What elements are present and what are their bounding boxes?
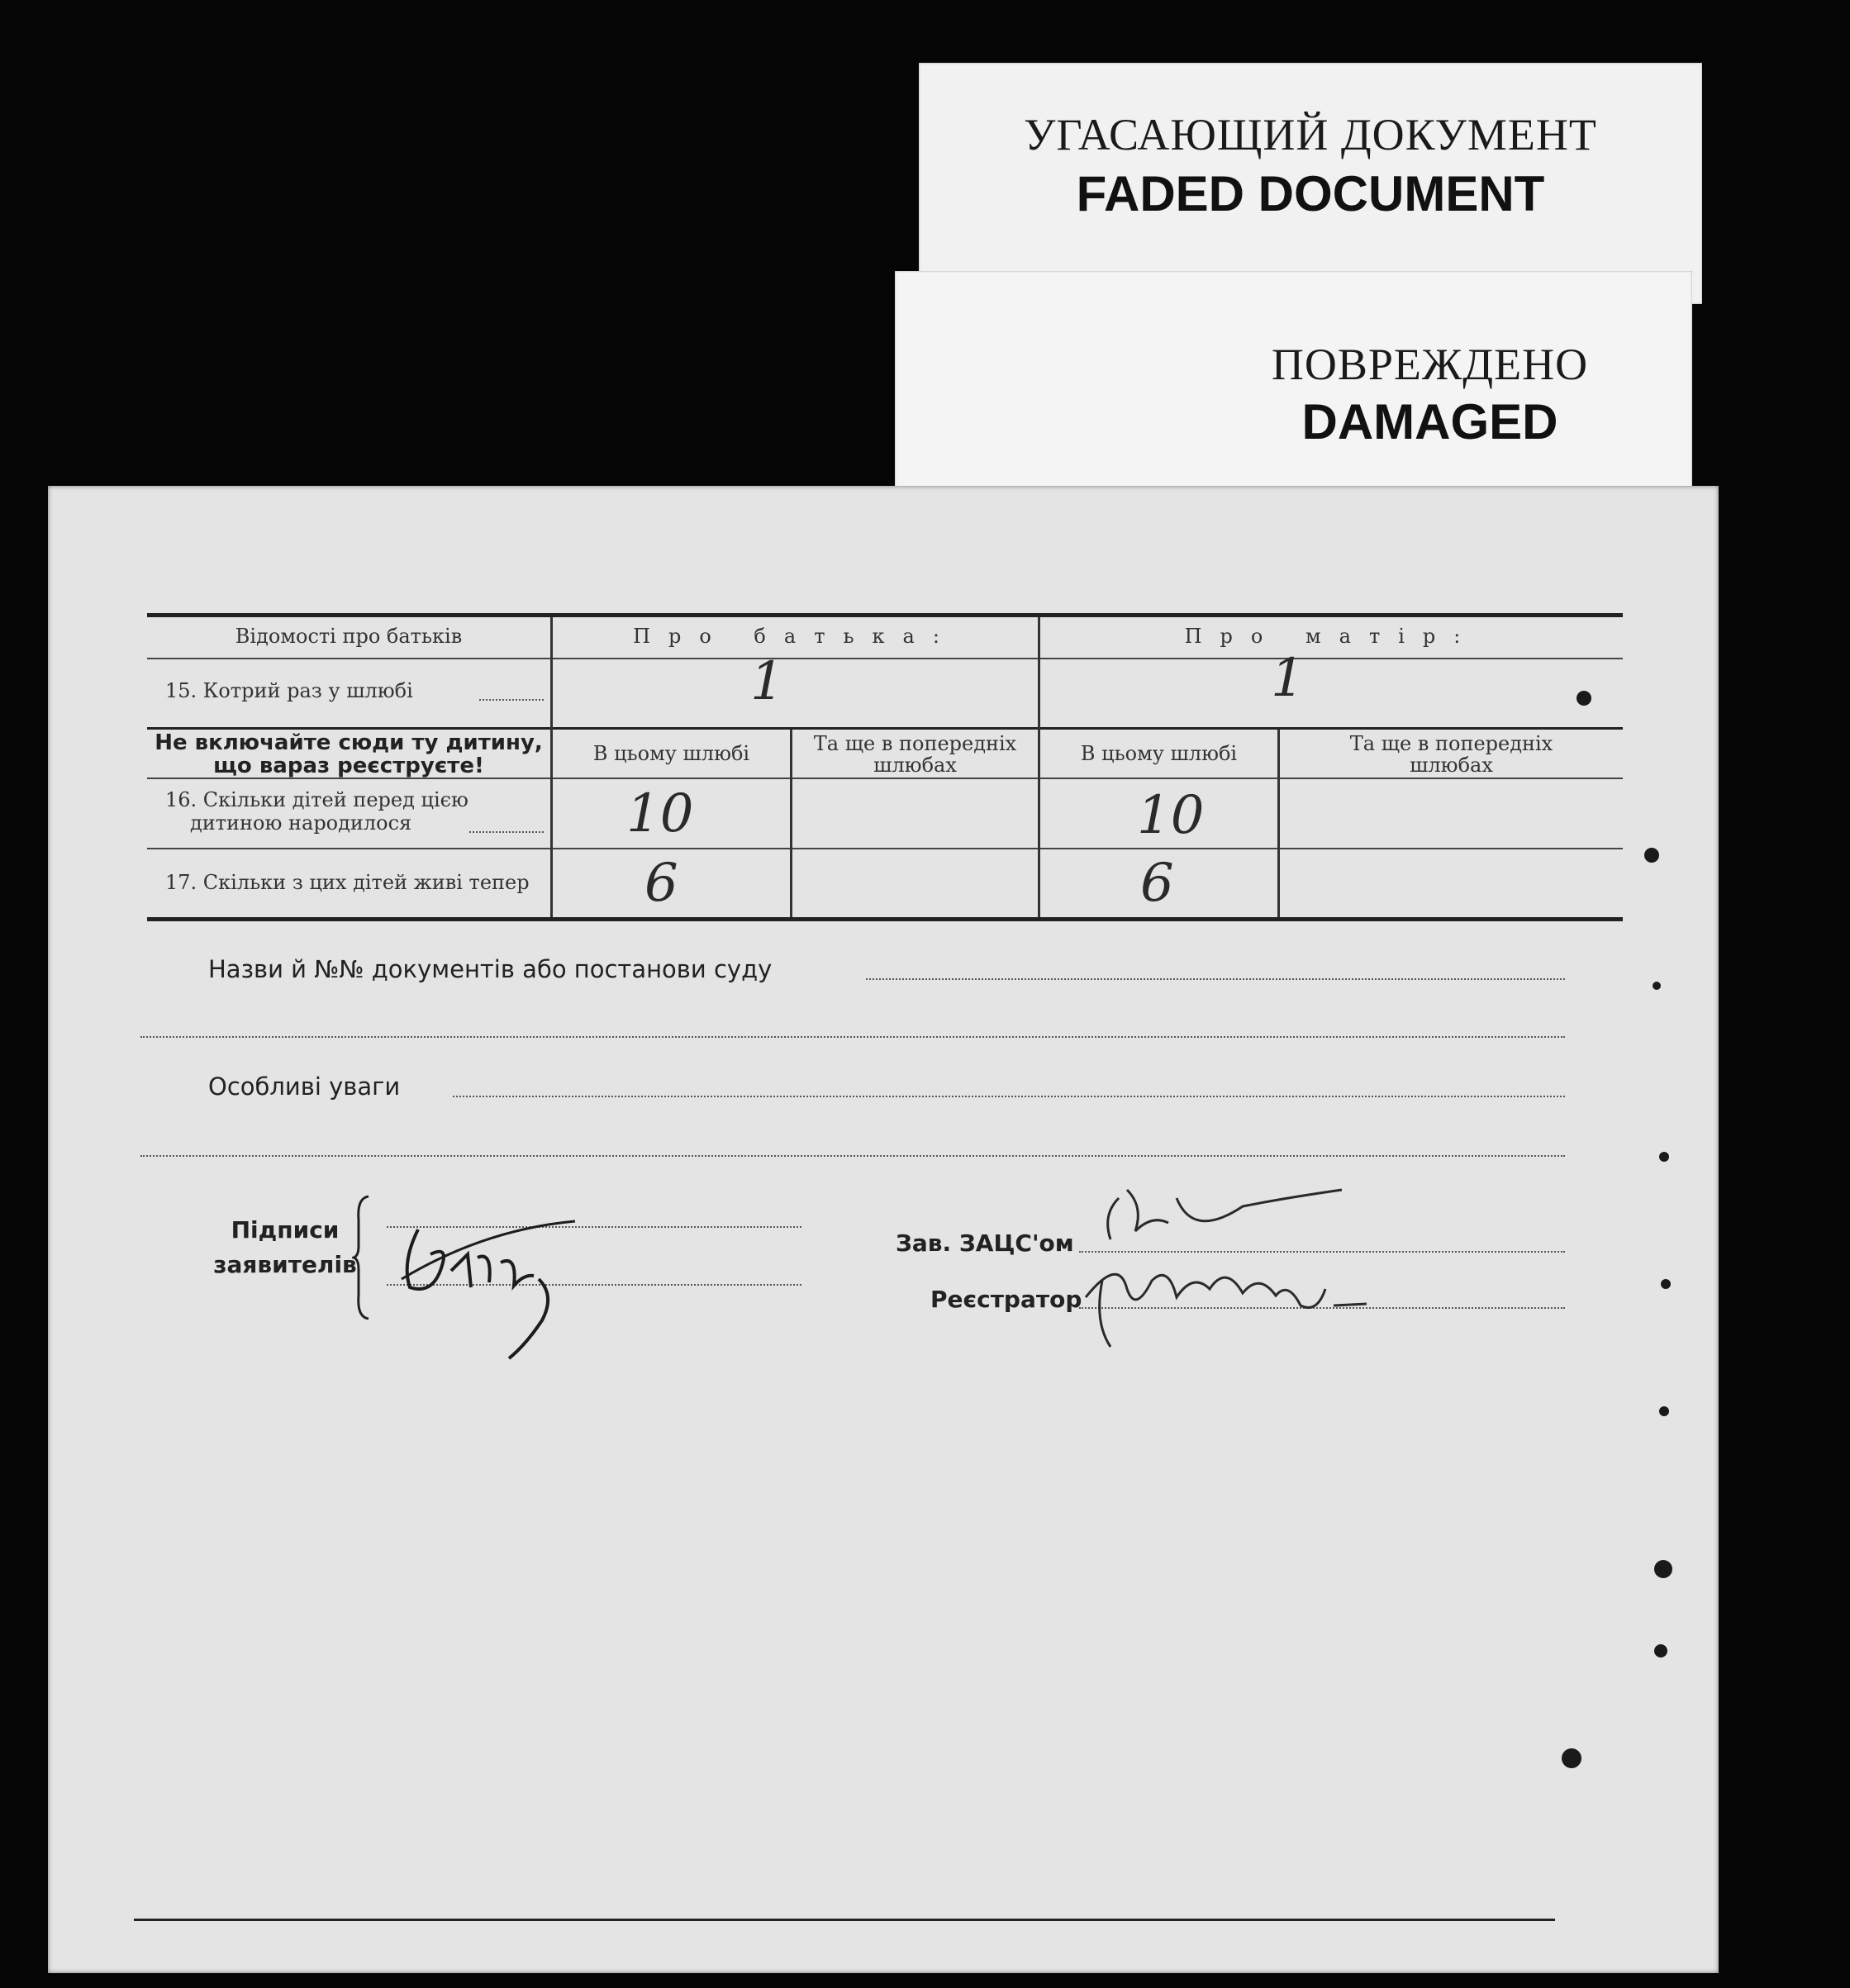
table-top-rule [147, 613, 1623, 617]
mother-this-marriage-header: В цьому шлюбі [1080, 742, 1238, 765]
table-divider [1038, 617, 1040, 917]
dotted-leader [469, 831, 544, 833]
row16-label-line1: 16. Скільки дітей перед цією [165, 788, 468, 811]
father-this-marriage-header: В цьому шлюбі [592, 742, 750, 765]
registrar-label: Реєстратор [930, 1286, 1082, 1313]
row15-label: 15. Котрий раз у шлюбі [165, 679, 413, 702]
punch-hole [1661, 1279, 1671, 1289]
applicants-signatures-label-line1: Підписи [231, 1216, 340, 1244]
parents-info-header: Відомості про батьків [235, 625, 463, 648]
punch-hole [1654, 1560, 1672, 1578]
table-divider [550, 617, 553, 917]
remarks-label: Особливі уваги [208, 1072, 401, 1101]
table-bottom-rule [147, 917, 1623, 921]
father-previous-header-line1: Та ще в попередніх [813, 732, 1017, 755]
row16-label-line2: дитиною народилося [190, 811, 412, 835]
punch-hole [1644, 848, 1659, 863]
row17-father-value: 6 [644, 853, 678, 914]
row15-father-value: 1 [750, 651, 784, 712]
registrar-signature [1069, 1182, 1433, 1363]
damaged-banner-en: DAMAGED [1301, 394, 1558, 449]
mother-header: Про матір: [1184, 625, 1479, 648]
page-bottom-rule [134, 1919, 1555, 1921]
father-previous-header-line2: шлюбах [873, 754, 957, 777]
mother-previous-header-line1: Та ще в попередніх [1349, 732, 1553, 755]
damaged-banner-ru: ПОВРЕЖДЕНО [1271, 340, 1589, 389]
punch-hole [1562, 1748, 1581, 1768]
documents-label: Назви й №№ документів або постанови суду [208, 955, 773, 983]
punch-hole [1659, 1152, 1669, 1162]
table-rule [147, 658, 1623, 659]
faded-banner-ru: УГАСАЮЩИЙ ДОКУМЕНТ [1024, 110, 1597, 159]
damaged-banner [895, 271, 1692, 504]
row15-mother-value: 1 [1271, 648, 1305, 709]
remarks-dotted-line [453, 1096, 1565, 1097]
documents-dotted-line [140, 1036, 1565, 1038]
dotted-leader [479, 699, 544, 701]
table-rule [147, 727, 1623, 730]
documents-dotted-line [866, 978, 1565, 980]
row16-mother-value: 10 [1137, 785, 1205, 846]
punch-hole [1577, 691, 1591, 706]
punch-hole [1659, 1406, 1669, 1416]
exclusion-note-line1: Не включайте сюди ту дитину, [155, 730, 543, 755]
punch-hole [1654, 1644, 1667, 1657]
signatures-brace [352, 1195, 372, 1320]
row17-label: 17. Скільки з цих дітей живі тепер [165, 871, 530, 894]
punch-hole [1653, 982, 1661, 990]
row17-mother-value: 6 [1140, 853, 1174, 914]
faded-banner-en: FADED DOCUMENT [1076, 166, 1545, 221]
applicant-signature [385, 1196, 583, 1362]
table-rule [147, 848, 1623, 849]
remarks-dotted-line [140, 1155, 1565, 1157]
faded-document-banner [919, 63, 1702, 304]
head-of-registry-label: Зав. ЗАЦС'ом [896, 1229, 1074, 1257]
applicants-signatures-label-line2: заявителів [213, 1251, 357, 1278]
registration-form-sheet [48, 486, 1719, 1973]
mother-previous-header-line2: шлюбах [1410, 754, 1493, 777]
row16-father-value: 10 [626, 783, 694, 844]
exclusion-note-line2: що вараз реєструєте! [213, 754, 484, 778]
father-header: Про батька: [633, 625, 958, 648]
